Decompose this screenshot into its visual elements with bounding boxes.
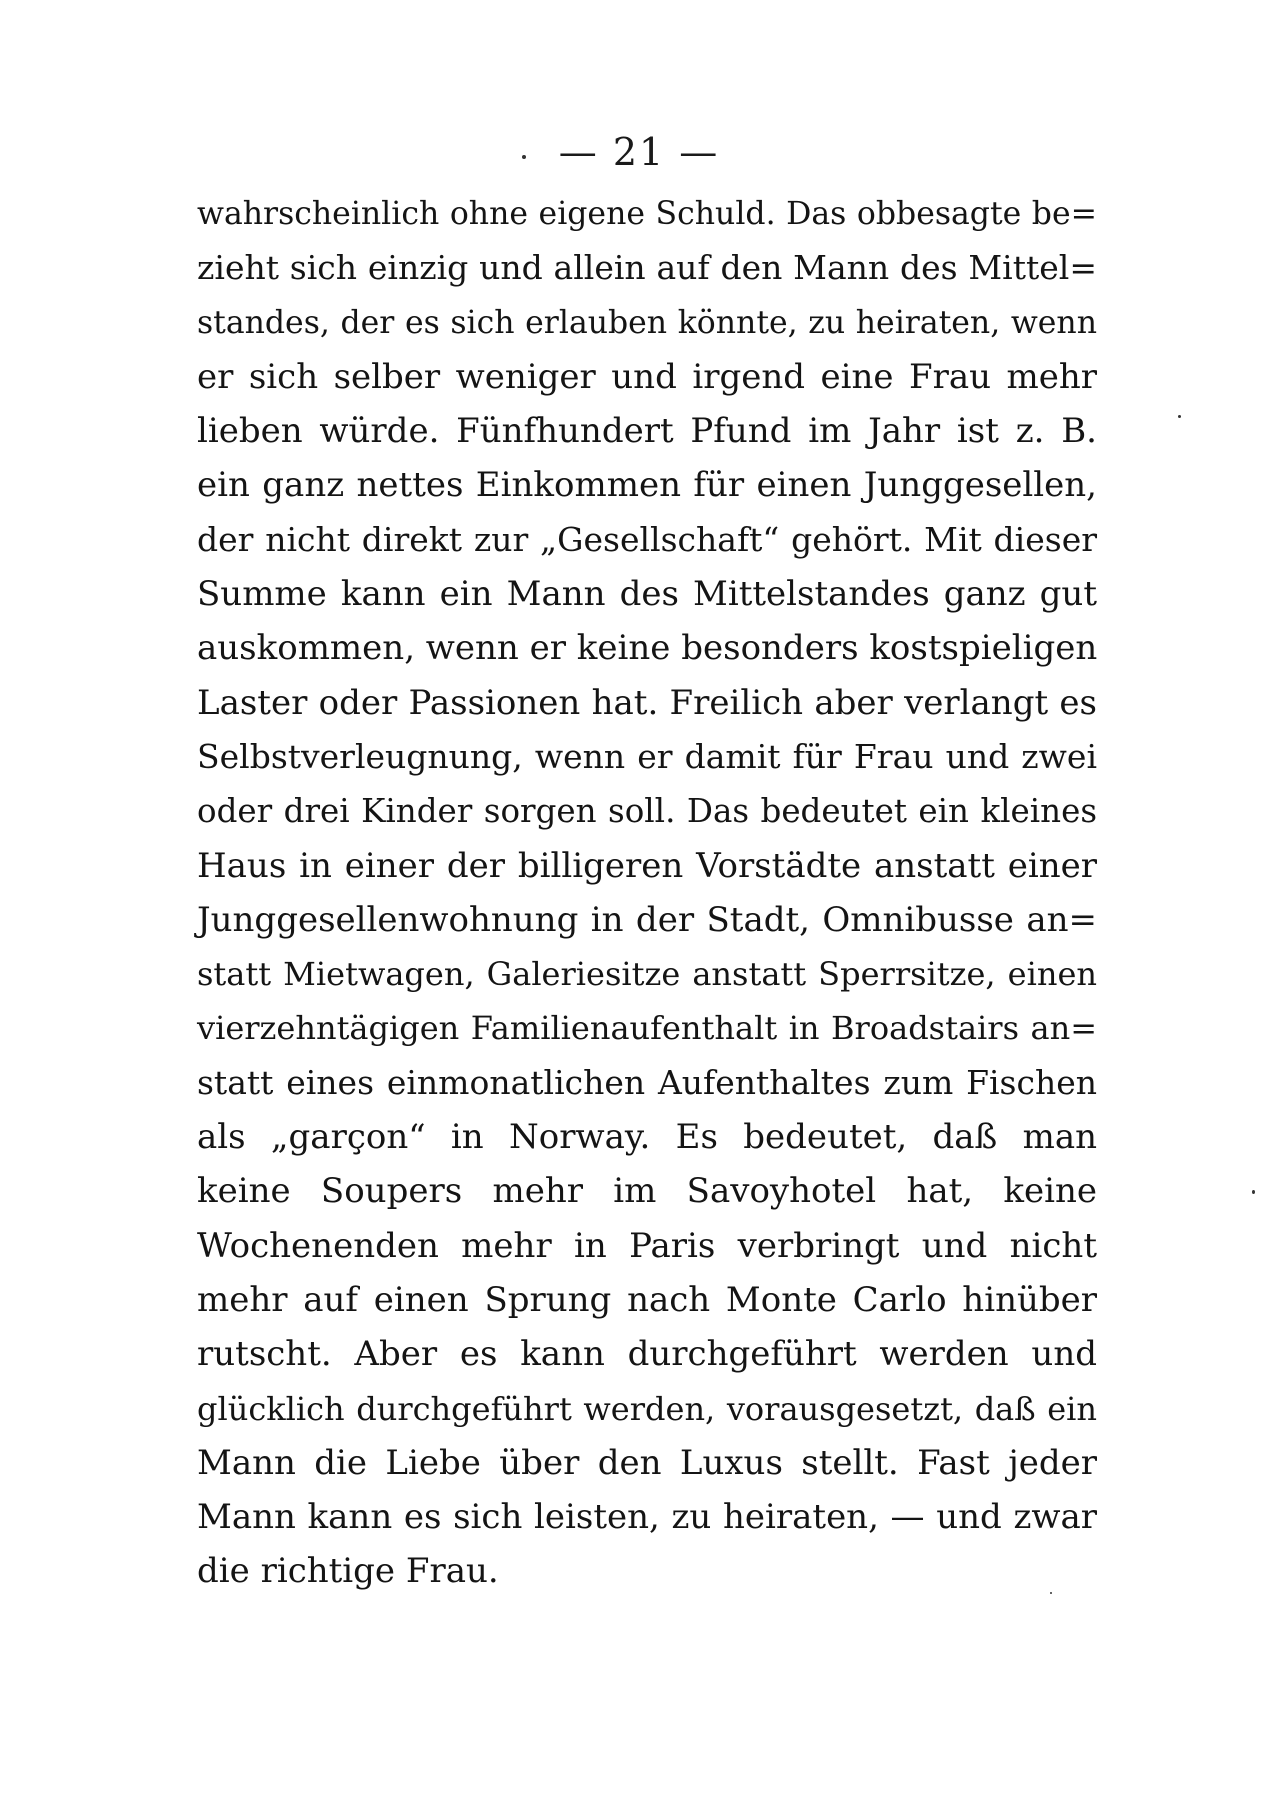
text-line: keine Soupers mehr im Savoyhotel hat, keine bbox=[197, 1171, 1097, 1212]
text-line: glücklich durchgeführt werden, vorausgesetzt, daß ein bbox=[197, 1389, 1097, 1428]
text-line: die richtige Frau. bbox=[197, 1551, 499, 1592]
text-line: Junggesellenwohnung in der Stadt, Omnibusse an= bbox=[197, 899, 1097, 940]
scan-speck bbox=[1050, 1592, 1052, 1594]
text-line: oder drei Kinder sorgen soll. Das bedeutet ein kleines bbox=[197, 792, 1097, 831]
text-line: zieht sich einzig und allein auf den Mann des Mittel= bbox=[197, 248, 1097, 288]
text-line: Mann kann es sich leisten, zu heiraten, — und zwar bbox=[197, 1497, 1097, 1538]
text-line: vierzehntägigen Familienaufenthalt in Broadstairs an= bbox=[197, 1009, 1097, 1048]
text-line: lieben würde. Fünfhundert Pfund im Jahr ist z. B. bbox=[197, 411, 1097, 452]
text-line: mehr auf einen Sprung nach Monte Carlo hinüber bbox=[197, 1279, 1097, 1320]
scan-speck bbox=[1252, 1190, 1255, 1194]
text-line: wahrscheinlich ohne eigene Schuld. Das obbesagte be= bbox=[197, 196, 1097, 232]
text-line: rutscht. Aber es kann durchgeführt werden und bbox=[197, 1334, 1097, 1375]
scan-speck bbox=[1178, 415, 1181, 418]
text-line: Laster oder Passionen hat. Freilich aber verlangt es bbox=[197, 682, 1097, 723]
text-line: er sich selber weniger und irgend eine Frau mehr bbox=[197, 356, 1097, 397]
page-number: — 21 — bbox=[558, 130, 720, 174]
text-line: Mann die Liebe über den Luxus stellt. Fast jeder bbox=[197, 1442, 1097, 1483]
text-line: statt Mietwagen, Galeriesitze anstatt Sperrsitze, einen bbox=[197, 955, 1097, 994]
text-line: auskommen, wenn er keine besonders kostspieligen bbox=[197, 628, 1098, 669]
text-line: als „garçon“ in Norway. Es bedeutet, daß man bbox=[197, 1117, 1097, 1158]
text-line: Summe kann ein Mann des Mittelstandes ganz gut bbox=[197, 574, 1097, 615]
text-line: Haus in einer der billigeren Vorstädte anstatt einer bbox=[197, 845, 1097, 886]
text-line: Wochenenden mehr in Paris verbringt und nicht bbox=[197, 1225, 1097, 1266]
body-text bbox=[197, 187, 1097, 1599]
scan-speck bbox=[522, 155, 526, 159]
text-line: ein ganz nettes Einkommen für einen Junggesellen, bbox=[197, 465, 1097, 506]
text-line: Selbstverleugnung, wenn er damit für Frau und zwei bbox=[197, 736, 1097, 776]
text-line: standes, der es sich erlauben könnte, zu heiraten, wenn bbox=[197, 304, 1097, 341]
text-line: der nicht direkt zur „Gesellschaft“ gehört. Mit dieser bbox=[197, 519, 1097, 559]
text-line: statt eines einmonatlichen Aufenthaltes zum Fischen bbox=[197, 1062, 1097, 1102]
